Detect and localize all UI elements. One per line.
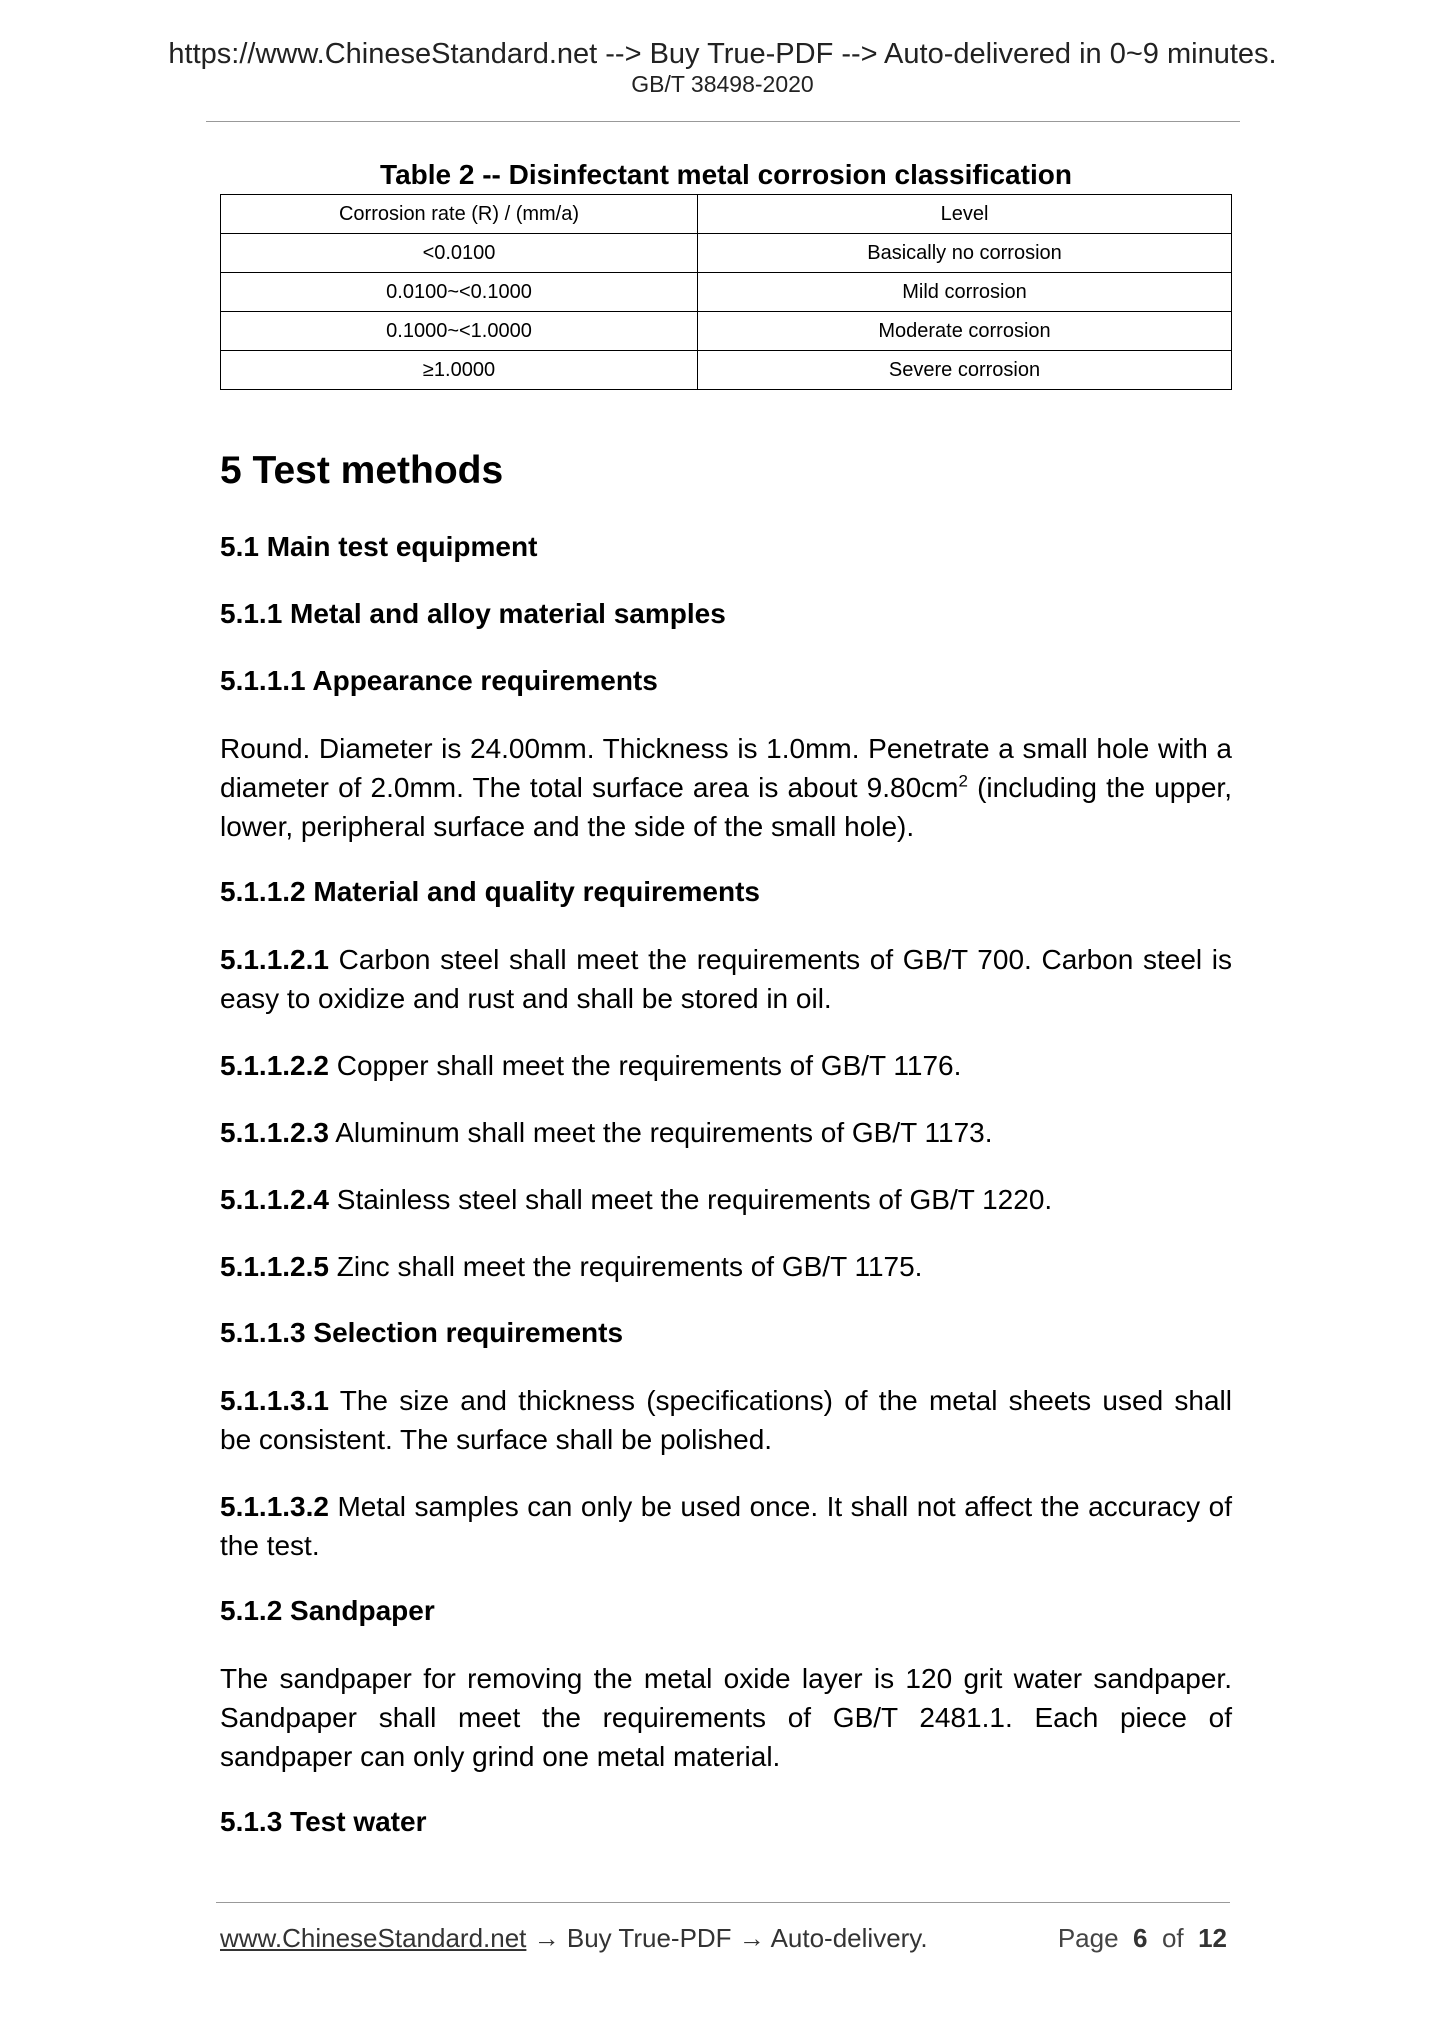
footer-divider <box>216 1902 1230 1903</box>
clause-item <box>220 1046 1232 1085</box>
table-cell: <0.0100 <box>221 234 698 273</box>
paragraph-appearance <box>220 729 1232 846</box>
clause-text: Stainless steel shall meet the requirements of GB/T 1220. <box>328 1184 1053 1215</box>
paragraph-sandpaper: The sandpaper for removing the metal oxide layer is 120 grit water sandpaper. Sandpaper shall meet the requirements of GB/T 2481.1. Each piece of sandpaper can only grind one metal material. <box>220 1663 1232 1772</box>
clause-number: 5.1.1.3.1 <box>220 1385 329 1416</box>
clause-text: Carbon steel shall meet the requirements of GB/T 700. Carbon steel is easy to oxidize and rust and shall be stored in oil. <box>220 944 1232 1014</box>
table-row <box>221 273 1232 312</box>
clause-text: Zinc shall meet the requirements of GB/T 1175. <box>328 1251 923 1282</box>
footer-site-link[interactable]: www.ChineseStandard.net <box>220 1923 527 1953</box>
table-header-cell: Level <box>698 195 1232 234</box>
table-cell: 0.1000~<1.0000 <box>221 312 698 351</box>
subsection-heading: 5.1.1.2 Material and quality requirements <box>220 876 760 907</box>
header-divider <box>206 121 1240 122</box>
table-header-cell: Corrosion rate (R) / (mm/a) <box>221 195 698 234</box>
paragraph-text: Round. Diameter is 24.00mm. Thickness is 1.0mm. Penetrate a small hole with a diameter of 2.0mm. The total surface area is about 9.80cm <box>220 733 1232 803</box>
clause-item <box>220 940 1232 1018</box>
clause-number: 5.1.1.2.1 <box>220 944 329 975</box>
clause-item <box>220 1247 1232 1286</box>
clause-number: 5.1.1.2.5 <box>220 1251 329 1282</box>
subsection-heading: 5.1.2 Sandpaper <box>220 1595 435 1626</box>
paragraph-text: (including the upper, lower, peripheral surface and the side of the small hole). <box>220 772 1232 842</box>
clause-text: The size and thickness (specifications) of the metal sheets used shall be consistent. The surface shall be polished. <box>220 1385 1232 1455</box>
header-standard-number: GB/T 38498-2020 <box>631 71 814 97</box>
clause-text: Aluminum shall meet the requirements of GB/T 1173. <box>328 1117 993 1148</box>
page-number: 6 <box>1133 1923 1148 1953</box>
section-heading: 5 Test methods <box>220 449 504 492</box>
subsection-heading: 5.1.1.1 Appearance requirements <box>220 665 658 696</box>
page-label: Page <box>1057 1923 1119 1953</box>
clause-item <box>220 1113 1232 1152</box>
clause-item <box>220 1180 1232 1219</box>
page-total: 12 <box>1198 1923 1227 1953</box>
page-indicator <box>1058 1923 1227 1954</box>
table-title: Table 2 -- Disinfectant metal corrosion classification <box>380 159 1072 190</box>
subsection-heading: 5.1.1.3 Selection requirements <box>220 1317 624 1348</box>
clause-number: 5.1.1.2.4 <box>220 1184 329 1215</box>
table-cell: ≥1.0000 <box>221 351 698 390</box>
table-header-row <box>221 195 1232 234</box>
subsection-heading: 5.1.1 Metal and alloy material samples <box>220 598 726 629</box>
clause-number: 5.1.1.3.2 <box>220 1491 329 1522</box>
table-cell: Mild corrosion <box>698 273 1232 312</box>
table-cell: Basically no corrosion <box>698 234 1232 273</box>
table-row <box>221 351 1232 390</box>
footer-delivery-text: → Buy True-PDF → Auto-delivery. <box>526 1923 928 1953</box>
clause-item <box>220 1487 1232 1565</box>
table-cell: Severe corrosion <box>698 351 1232 390</box>
table-row <box>221 234 1232 273</box>
footer-left <box>220 1923 928 1954</box>
header-url-line: https://www.ChineseStandard.net --> Buy True-PDF --> Auto-delivered in 0~9 minutes. <box>168 38 1277 70</box>
table-row <box>221 312 1232 351</box>
clause-item <box>220 1381 1232 1459</box>
clause-text: Metal samples can only be used once. It shall not affect the accuracy of the test. <box>220 1491 1232 1561</box>
page-content <box>220 158 1232 1839</box>
subsection-heading: 5.1.3 Test water <box>220 1806 427 1837</box>
table-cell: 0.0100~<0.1000 <box>221 273 698 312</box>
clause-number: 5.1.1.2.3 <box>220 1117 329 1148</box>
subsection-heading: 5.1 Main test equipment <box>220 531 538 562</box>
clause-text: Copper shall meet the requirements of GB/T 1176. <box>328 1050 962 1081</box>
superscript: 2 <box>958 771 968 791</box>
table-cell: Moderate corrosion <box>698 312 1232 351</box>
of-label: of <box>1161 1923 1184 1953</box>
corrosion-table <box>220 194 1232 390</box>
clause-number: 5.1.1.2.2 <box>220 1050 329 1081</box>
